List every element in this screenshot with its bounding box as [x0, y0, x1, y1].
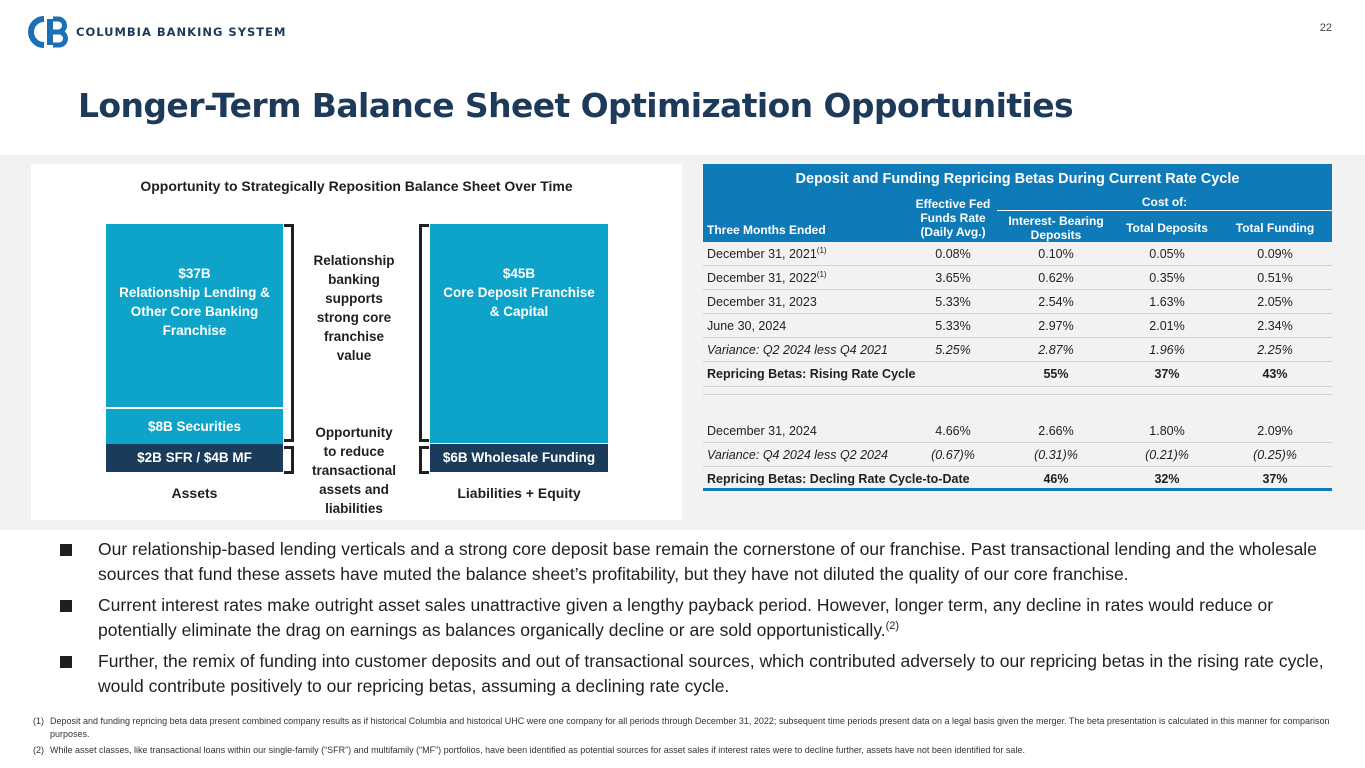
- transactional-assets-bar: [106, 444, 283, 472]
- cell-ib: 46%: [1043, 472, 1069, 486]
- footnote: [33, 744, 1333, 757]
- bullet-text: Further, the remix of funding into customer deposits and out of transactional sources, which contributed adversely to our repricing betas in the rising rate cycle, would contribute positively to our repricing betas, assuming a declining rate cycle.: [98, 651, 1324, 696]
- col-header-fed-funds: [910, 197, 996, 239]
- liabilities-equity-label: Liabilities + Equity: [457, 485, 581, 501]
- cell-fed: 5.25%: [935, 343, 971, 357]
- note-line: value: [336, 348, 372, 363]
- header-line: Effective Fed: [915, 197, 991, 211]
- core-deposit-line: Core Deposit Franchise: [443, 285, 595, 300]
- company-logo: [26, 16, 287, 48]
- core-deposit-line: $45B: [502, 266, 536, 281]
- square-bullet-icon: [60, 544, 72, 556]
- table-row: [703, 290, 1332, 314]
- cb-logo-icon: [26, 16, 68, 48]
- cost-of-divider: [997, 210, 1332, 211]
- note-line: assets and: [319, 482, 389, 497]
- relationship-banking-note: [299, 251, 409, 365]
- square-bullet-icon: [60, 600, 72, 612]
- securities-bar: [106, 408, 283, 444]
- right-bracket-bottom-icon: [283, 446, 297, 474]
- table-row: [703, 242, 1332, 266]
- footnote-number: (2): [33, 745, 44, 755]
- cell-td: 32%: [1154, 472, 1180, 486]
- assets-core-line: Franchise: [162, 323, 227, 338]
- table-row: [703, 419, 1332, 443]
- row-label: [707, 271, 827, 285]
- bullet-item: [60, 649, 1350, 699]
- cell-td: 0.35%: [1149, 271, 1185, 285]
- bullet-list: [60, 537, 1350, 705]
- cell-td: 37%: [1154, 367, 1180, 381]
- table-row: [703, 314, 1332, 338]
- table-spacer: [703, 395, 1332, 419]
- row-label-text: December 31, 2021: [707, 247, 817, 261]
- footnote-text: While asset classes, like transactional loans within our single-family (“SFR”) and multifamily (“MF”) portfolios, have been identified as potential sources for asset sales if interest rates were to decline further, assets have not been identified for sale.: [50, 745, 1025, 755]
- table-title: Deposit and Funding Repricing Betas During Current Rate Cycle: [703, 164, 1332, 194]
- table-header: [703, 194, 1332, 242]
- opportunity-note: [299, 423, 409, 518]
- row-label: [707, 247, 827, 261]
- row-label: Repricing Betas: Decling Rate Cycle-to-Date: [707, 472, 970, 486]
- cell-fed: 3.65%: [935, 271, 971, 285]
- bullet-text: Current interest rates make outright asset sales unattractive given a lengthy payback period. However, longer term, any decline in rates would reduce or potentially eliminate the drag on earnings as balances organically decline or are sold opportunistically.: [98, 595, 1274, 640]
- cell-ib: (0.31)%: [1034, 448, 1078, 462]
- footnote-text: Deposit and funding repricing beta data present combined company results as if historical Columbia and historical UHC were one company for all periods through December 31, 2022; subsequent time periods present data on a legal basis given the merger. The beta presentation is calculated in this manner for comparison purposes.: [50, 716, 1330, 739]
- row-label: December 31, 2023: [707, 295, 817, 309]
- col-header-total-funding: Total Funding: [1235, 221, 1315, 235]
- note-line: supports: [325, 291, 383, 306]
- row-label: Repricing Betas: Rising Rate Cycle: [707, 367, 916, 381]
- note-line: transactional: [311, 463, 397, 478]
- footnote-marker: (2): [885, 620, 900, 633]
- assets-label: Assets: [171, 485, 218, 501]
- footnote: [33, 715, 1333, 741]
- cell-td: 1.63%: [1149, 295, 1185, 309]
- right-bracket-top-icon: [283, 224, 297, 442]
- page-title: Longer-Term Balance Sheet Optimization Opportunities: [78, 86, 1074, 125]
- cell-tf: 2.25%: [1257, 343, 1293, 357]
- cell-tf: 2.09%: [1257, 424, 1293, 438]
- row-label: December 31, 2024: [707, 424, 817, 438]
- header-line: Funds Rate: [920, 211, 986, 225]
- assets-core-line: Other Core Banking: [130, 304, 259, 319]
- footnote-number: (1): [33, 716, 44, 726]
- header-line: (Daily Avg.): [920, 225, 986, 239]
- footnotes: [33, 715, 1333, 760]
- table-row: [703, 266, 1332, 290]
- note-line: Opportunity: [315, 425, 393, 440]
- note-line: liabilities: [325, 501, 383, 516]
- cell-tf: 43%: [1262, 367, 1288, 381]
- cell-ib: 2.66%: [1038, 424, 1074, 438]
- header-line: Interest- Bearing: [1008, 214, 1104, 228]
- cell-td: (0.21)%: [1145, 448, 1189, 462]
- cell-td: 2.01%: [1149, 319, 1185, 333]
- col-header-interest-bearing: [1001, 214, 1111, 242]
- row-label: Variance: Q4 2024 less Q2 2024: [707, 448, 888, 462]
- cell-tf: (0.25)%: [1253, 448, 1297, 462]
- footnote-marker: (1): [816, 269, 827, 279]
- cell-ib: 55%: [1043, 367, 1069, 381]
- left-bracket-top-icon: [416, 224, 430, 442]
- note-line: Relationship: [313, 253, 395, 268]
- cell-td: 1.96%: [1149, 343, 1185, 357]
- wholesale-funding-bar: [430, 444, 608, 472]
- cell-tf: 37%: [1262, 472, 1288, 486]
- core-deposit-bar: [430, 224, 608, 443]
- col-header-three-months: Three Months Ended: [707, 223, 826, 237]
- col-header-total-deposits: Total Deposits: [1126, 221, 1208, 235]
- logo-text: COLUMBIA BANKING SYSTEM: [76, 25, 287, 39]
- cell-fed: 4.66%: [935, 424, 971, 438]
- cell-ib: 2.87%: [1038, 343, 1074, 357]
- cell-tf: 0.09%: [1257, 247, 1293, 261]
- note-line: strong core: [316, 310, 392, 325]
- bullet-item: [60, 537, 1350, 587]
- left-bracket-bottom-icon: [416, 446, 430, 474]
- diagram-title: Opportunity to Strategically Reposition Balance Sheet Over Time: [140, 178, 573, 194]
- cell-fed: 0.08%: [935, 247, 971, 261]
- bullet-item: [60, 593, 1350, 643]
- core-deposit-line: & Capital: [489, 304, 549, 319]
- wholesale-funding-label: $6B Wholesale Funding: [442, 450, 596, 465]
- col-header-cost-of: Cost of:: [1141, 195, 1188, 209]
- beta-row: [703, 467, 1332, 491]
- beta-row: [703, 362, 1332, 387]
- cell-tf: 0.51%: [1257, 271, 1293, 285]
- securities-label: $8B Securities: [147, 419, 242, 434]
- cell-tf: 2.34%: [1257, 319, 1293, 333]
- cell-fed: 5.33%: [935, 319, 971, 333]
- cell-tf: 2.05%: [1257, 295, 1293, 309]
- balance-sheet-diagram: [31, 164, 682, 520]
- row-label: June 30, 2024: [707, 319, 787, 333]
- page-number: 22: [1319, 22, 1332, 34]
- note-line: franchise: [323, 329, 385, 344]
- assets-core-line: $37B: [178, 266, 211, 281]
- assets-core-line: Relationship Lending &: [119, 285, 270, 300]
- cell-fed: (0.67)%: [931, 448, 975, 462]
- assets-core-bar: [106, 224, 283, 407]
- note-line: banking: [328, 272, 380, 287]
- bullet-text: Our relationship-based lending verticals and a strong core deposit base remain the cornerstone of our franchise. Past transactional lending and the wholesale sources that fund these assets have muted the balance sheet’s profitability, but they have not diluted the quality of our core franchise.: [98, 539, 1317, 584]
- repricing-betas-table: [703, 164, 1332, 491]
- cell-ib: 0.10%: [1038, 247, 1074, 261]
- footnote-marker: (1): [816, 245, 827, 255]
- transactional-assets-label: $2B SFR / $4B MF: [137, 450, 252, 465]
- note-line: to reduce: [323, 444, 385, 459]
- header-line: Deposits: [1030, 228, 1082, 242]
- row-label-text: December 31, 2022: [707, 271, 817, 285]
- variance-row: [703, 443, 1332, 467]
- cell-td: 0.05%: [1149, 247, 1185, 261]
- table-divider: [703, 387, 1332, 395]
- cell-ib: 2.97%: [1038, 319, 1074, 333]
- row-label: Variance: Q2 2024 less Q4 2021: [707, 343, 888, 357]
- cell-ib: 0.62%: [1038, 271, 1074, 285]
- cell-td: 1.80%: [1149, 424, 1185, 438]
- cell-ib: 2.54%: [1038, 295, 1074, 309]
- variance-row: [703, 338, 1332, 362]
- square-bullet-icon: [60, 656, 72, 668]
- cell-fed: 5.33%: [935, 295, 971, 309]
